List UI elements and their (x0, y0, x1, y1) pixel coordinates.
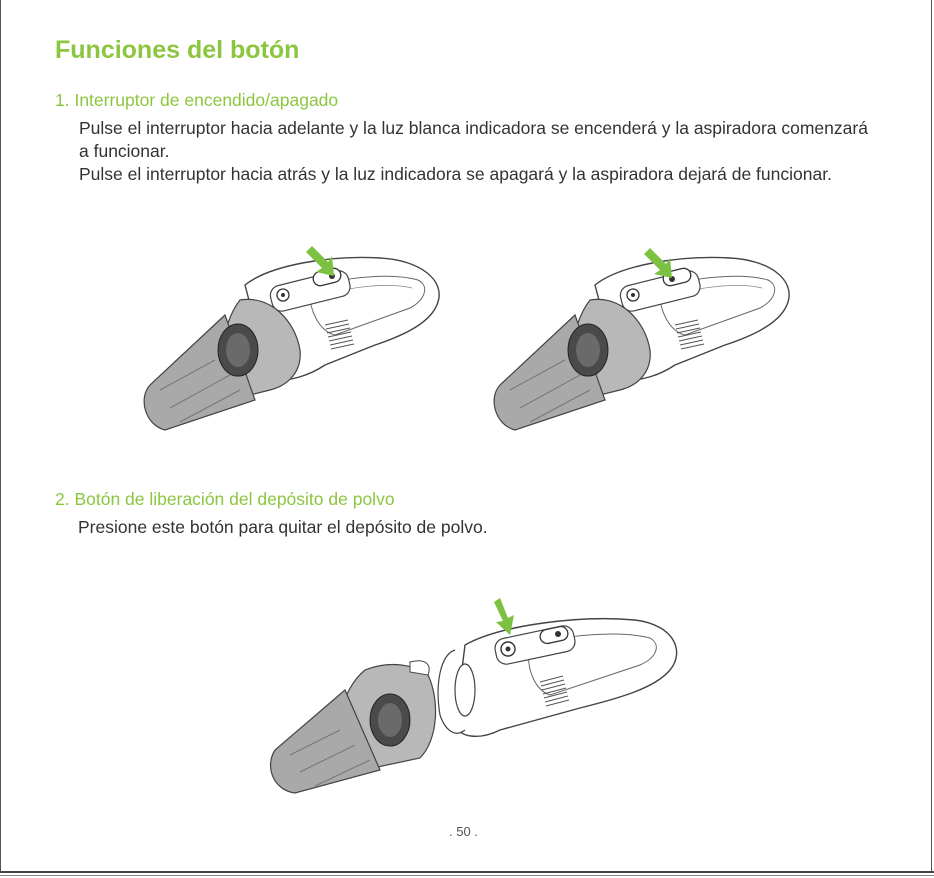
page-border-right (931, 0, 932, 872)
section-2-paragraph-1: Presione este botón para quitar el depósito de polvo. (78, 517, 488, 537)
section-1-heading: 1. Interruptor de encendido/apagado (55, 90, 339, 110)
page-number: . 50 . (449, 824, 478, 839)
section-1-paragraph-2: Pulse el interruptor hacia atrás y la luz indicadora se apagará y la aspiradora dejará de funcionar. (79, 164, 832, 184)
vacuum-switch-forward-illustration (120, 240, 460, 440)
vacuum-dust-container-release-illustration (260, 590, 690, 800)
vacuum-switch-back-illustration (470, 240, 810, 440)
page-border-bottom (0, 871, 934, 873)
section-1-paragraph-1: Pulse el interruptor hacia adelante y la luz blanca indicadora se encenderá y la aspiradora comenzará a funcionar. (79, 118, 868, 161)
vacuum-nozzle-detached (271, 661, 436, 793)
vacuum-body-detached (438, 619, 676, 737)
green-arrow-icon (494, 598, 514, 635)
page-border-left (0, 0, 1, 872)
page-border-bottom-thin (0, 875, 934, 876)
page-title: Funciones del botón (55, 36, 300, 64)
vacuum-nozzle (494, 299, 650, 430)
section-2-heading: 2. Botón de liberación del depósito de polvo (55, 489, 395, 509)
vacuum-nozzle (144, 299, 300, 430)
